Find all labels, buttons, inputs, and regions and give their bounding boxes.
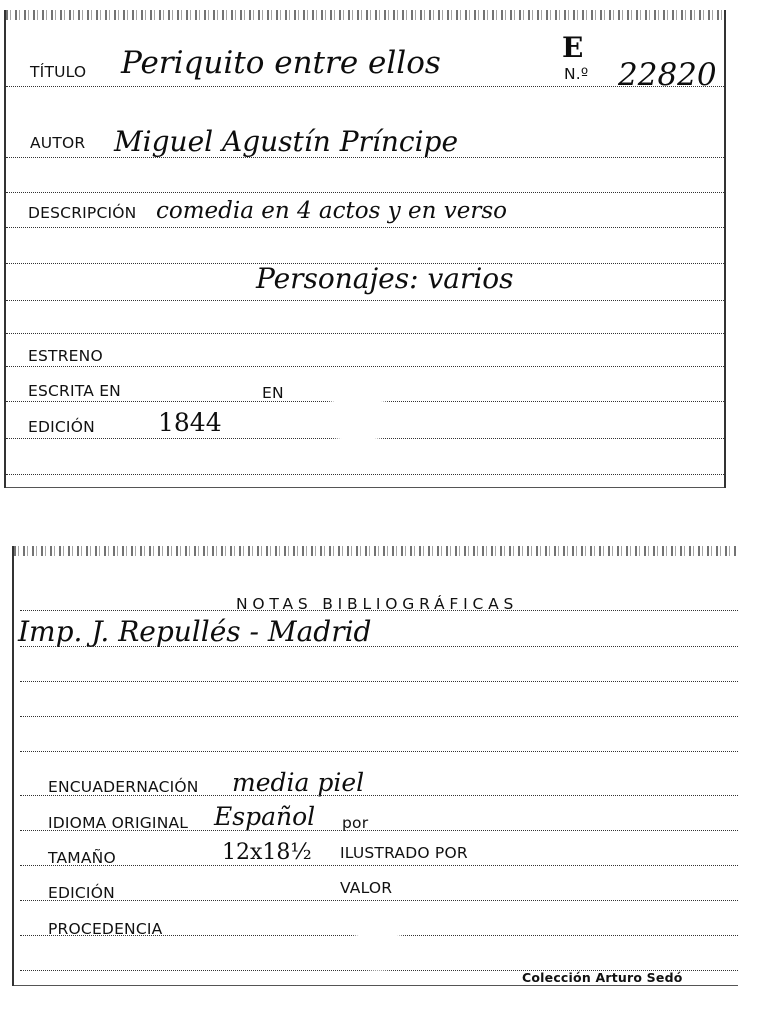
- rule-titulo: [6, 86, 724, 87]
- edicion-label: EDICIÓN: [28, 418, 95, 436]
- coleccion-label: Colección Arturo Sedó: [522, 970, 683, 985]
- notes-value: Imp. J. Repullés - Madrid: [18, 615, 372, 648]
- valor-label: VALOR: [340, 879, 393, 897]
- rule-tamano: [20, 865, 738, 866]
- rule-notes-4: [20, 751, 738, 752]
- personajes-value: Personajes: varios: [256, 262, 514, 295]
- descripcion-value: comedia en 4 actos y en verso: [156, 198, 508, 224]
- rule-notes-1: [20, 646, 738, 647]
- edicion-value: 1844: [158, 408, 222, 437]
- ilustrado-label: ILUSTRADO POR: [340, 844, 468, 862]
- titulo-value: Periquito entre ellos: [121, 45, 441, 81]
- rule-bottom: [6, 474, 724, 475]
- rule-idioma: [20, 830, 738, 831]
- rule-blank: [6, 333, 724, 334]
- en-label: EN: [262, 384, 284, 402]
- card-top-edge: [14, 546, 738, 556]
- badge-letter: E: [562, 31, 584, 64]
- rule-encuadernacion: [20, 795, 738, 796]
- card-top-edge: [6, 10, 724, 20]
- rule-autor: [6, 157, 724, 158]
- paper-smudge: [332, 384, 384, 446]
- rule-autor-2: [6, 192, 724, 193]
- number-value: 22820: [618, 57, 717, 93]
- number-label: N.º: [564, 65, 589, 83]
- encuadernacion-label: ENCUADERNACIÓN: [48, 778, 199, 796]
- paper-smudge: [358, 916, 398, 968]
- edicion-back-label: EDICIÓN: [48, 884, 115, 902]
- rule-edicion-back: [20, 900, 738, 901]
- tamano-value: 12x18½: [222, 840, 312, 865]
- catalog-card-back: [12, 546, 738, 986]
- rule-notas: [20, 610, 738, 611]
- encuadernacion-value: media piel: [232, 768, 365, 797]
- titulo-label: TÍTULO: [30, 63, 87, 81]
- escrita-en-label: ESCRITA EN: [28, 382, 121, 400]
- rule-notes-2: [20, 681, 738, 682]
- idioma-value: Español: [214, 802, 316, 831]
- tamano-label: TAMAÑO: [48, 849, 116, 867]
- descripcion-label: DESCRIPCIÓN: [28, 204, 137, 222]
- catalog-card-front: [4, 10, 726, 488]
- autor-value: Miguel Agustín Príncipe: [114, 125, 459, 158]
- rule-notes-3: [20, 716, 738, 717]
- card-bottom-edge: [14, 985, 738, 986]
- idioma-label: IDIOMA ORIGINAL: [48, 814, 189, 832]
- estreno-label: ESTRENO: [28, 347, 103, 365]
- rule-personajes: [6, 300, 724, 301]
- autor-label: AUTOR: [30, 134, 86, 152]
- card-bottom-edge: [6, 487, 724, 488]
- notas-heading: NOTAS BIBLIOGRÁFICAS: [236, 595, 519, 613]
- rule-estreno: [6, 366, 724, 367]
- rule-descripcion: [6, 227, 724, 228]
- procedencia-label: PROCEDENCIA: [48, 920, 163, 938]
- por-label: por: [342, 814, 369, 832]
